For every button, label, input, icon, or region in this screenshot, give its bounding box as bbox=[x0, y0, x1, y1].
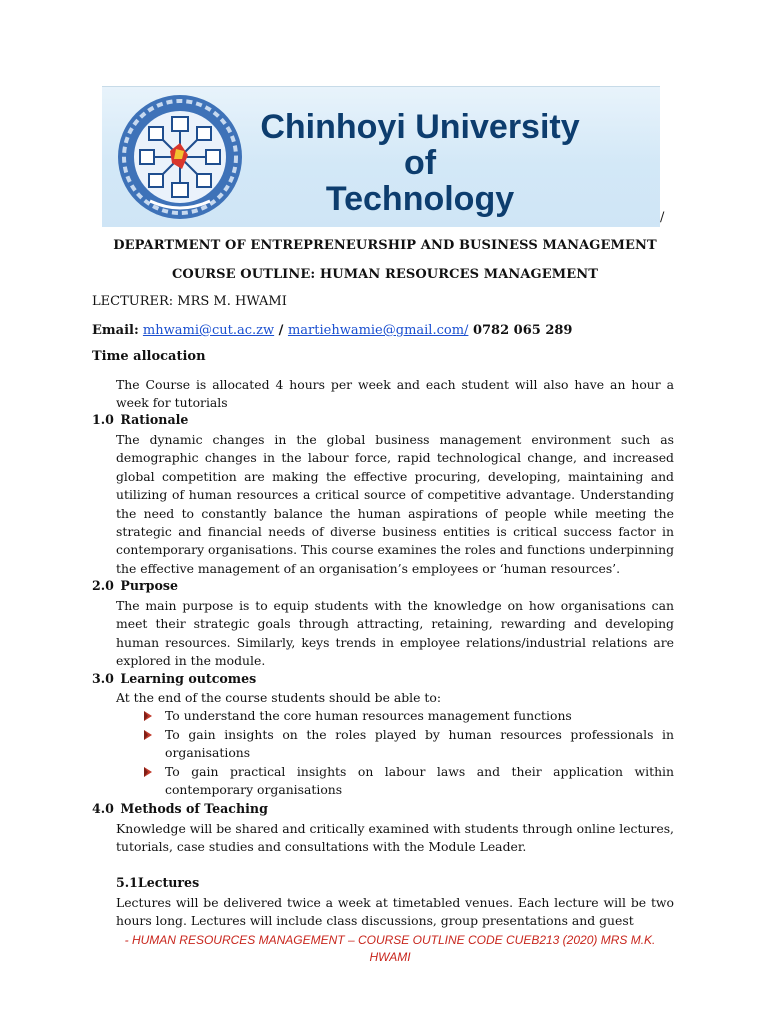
email-colon: : bbox=[133, 323, 139, 338]
department-title: DEPARTMENT OF ENTREPRENEURSHIP AND BUSINESS MANAGEMENT bbox=[113, 238, 657, 253]
contact-line bbox=[92, 322, 572, 340]
footer-line-1: - HUMAN RESOURCES MANAGEMENT – COURSE OUTLINE CODE CUEB213 (2020) MRS M.K. bbox=[124, 933, 656, 947]
purpose-heading bbox=[92, 578, 178, 593]
methods-title: Methods of Teaching bbox=[120, 801, 268, 816]
email-separator: / bbox=[274, 323, 288, 338]
purpose-text: The main purpose is to equip students with the knowledge on how organisations can meet their strategic goals through attracting, retaining, rewarding and developing human resources. Similarly, keys trends in employee relations/industrial relations are explored in the module. bbox=[116, 598, 674, 669]
time-allocation-heading: Time allocation bbox=[92, 349, 206, 364]
email-label: Email bbox=[92, 323, 134, 338]
arrow-bullet-icon bbox=[142, 729, 154, 741]
phone-number: 0782 065 289 bbox=[468, 323, 573, 338]
rationale-title: Rationale bbox=[120, 412, 189, 427]
lectures-heading: 5.1Lectures bbox=[116, 875, 200, 890]
banner-slash: / bbox=[660, 210, 665, 225]
outcomes-title: Learning outcomes bbox=[120, 671, 257, 686]
outcomes-heading bbox=[92, 671, 256, 686]
page-footer bbox=[110, 932, 670, 966]
methods-number: 4.0 bbox=[92, 801, 114, 816]
methods-heading bbox=[92, 801, 268, 816]
university-logo bbox=[116, 93, 244, 221]
outcomes-intro: At the end of the course students should be able to: bbox=[116, 690, 442, 705]
outcome-text-2: To gain insights on the roles played by human resources professionals in organisations bbox=[165, 727, 674, 760]
rationale-number: 1.0 bbox=[92, 412, 114, 427]
purpose-title: Purpose bbox=[120, 578, 178, 593]
course-title: COURSE OUTLINE: HUMAN RESOURCES MANAGEMENT bbox=[171, 267, 599, 282]
list-item bbox=[140, 763, 674, 799]
arrow-bullet-icon bbox=[142, 766, 154, 778]
outcome-text-3: To gain practical insights on labour laws and their application within contemporary organisations bbox=[165, 764, 674, 797]
list-item bbox=[140, 726, 674, 762]
time-allocation-text: The Course is allocated 4 hours per week and each student will also have an hour a week for tutorials bbox=[116, 377, 674, 411]
methods-text: Knowledge will be shared and critically examined with students through online lectures, tutorials, case studies and consultations with the Module Leader. bbox=[116, 821, 674, 855]
lecturer-line: LECTURER: MRS M. HWAMI bbox=[92, 294, 287, 309]
purpose-number: 2.0 bbox=[92, 578, 114, 593]
outcome-text-1: To understand the core human resources management functions bbox=[165, 708, 572, 723]
outcomes-number: 3.0 bbox=[92, 671, 114, 686]
rationale-heading bbox=[92, 412, 188, 427]
rationale-text: The dynamic changes in the global business management environment such as demographic changes in the labour force, rapid technological change, and increased global competition are making the effective procuring, developing, maintaining and utilizing of human resources a critical source of competitive advantage. Understanding the need to constantly balance the human aspirations of people while meeting the strategic and financial needs of diverse business entities is critical success factor in contemporary organisations. This course examines the roles and functions underpinning the effective management of an organisation’s employees or ‘human resources’. bbox=[116, 432, 674, 576]
email-link-2[interactable]: martiehwamie@gmail.com/ bbox=[287, 323, 469, 338]
lectures-text: Lectures will be delivered twice a week at timetabled venues. Each lecture will be two hours long. Lectures will include class discussions, group presentations and guest bbox=[116, 895, 674, 929]
university-name-line-3: Technology bbox=[325, 180, 515, 218]
email-link-1[interactable]: mhwami@cut.ac.zw bbox=[142, 323, 275, 338]
footer-line-2: HWAMI bbox=[369, 950, 411, 964]
outcomes-list bbox=[140, 707, 674, 800]
university-name-line-2: of bbox=[403, 144, 437, 182]
university-name bbox=[260, 109, 580, 217]
university-name-line-1: Chinhoyi University bbox=[260, 108, 580, 146]
arrow-bullet-icon bbox=[142, 710, 154, 722]
university-banner bbox=[102, 86, 660, 227]
list-item bbox=[140, 707, 674, 725]
